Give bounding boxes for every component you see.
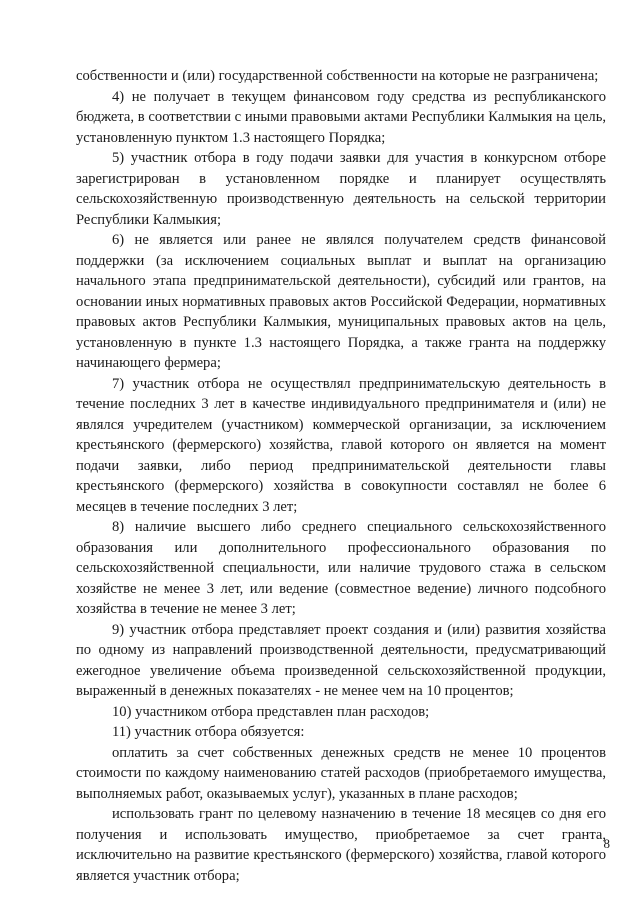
paragraph-item-10: 10) участником отбора представлен план расходов;	[112, 703, 430, 720]
paragraph-item-6: 6) не является или ранее не являлся получателем средств финансовой поддержки (за исключением социальных выплат и выплат на организацию начального этапа предпринимательской деятельности), субсидий или грантов, на основании иных нормативных правовых актов Российской Федерации, нормативных правовых актов Республики Калмыкия, муниципальных правовых актов на цель, установленную в пункте 1.3 настоящего Порядка, а также гранта на поддержку начинающего фермера;	[76, 232, 606, 371]
paragraph-item-8: 8) наличие высшего либо среднего специального сельскохозяйственного образования или дополнительного профессионального образования по сельскохозяйственной специальности, или наличие трудового стажа в сельском хозяйстве не менее 3 лет, или ведение (совместное ведение) личного подсобного хозяйства в течение не менее 3 лет;	[76, 519, 606, 617]
paragraph-subitem-grant-use: использовать грант по целевому назначению в течение 18 месяцев со дня его получения и использовать имущество, приобретаемое за счет гранта, исключительно на развитие крестьянского (фермерского) хозяйства, главой которого является участник отбора;	[76, 806, 606, 884]
paragraph-continuation: собственности и (или) государственной собственности на которые не разграничена;	[76, 68, 599, 84]
paragraph-item-7: 7) участник отбора не осуществлял предпринимательскую деятельность в течение последних 3 лет в качестве индивидуального предпринимателя и (или) не являлся учредителем (участником) коммерческой организации, за исключением крестьянского (фермерского) хозяйства, главой которого он является на момент подачи заявки, либо период предпринимательской деятельности главы крестьянского (фермерского) хозяйства в совокупности составлял не более 6 месяцев в течение последних 3 лет;	[76, 375, 606, 515]
paragraph-subitem-payment: оплатить за счет собственных денежных средств не менее 10 процентов стоимости по каждому наименованию статей расходов (приобретаемого имущества, выполняемых работ, оказываемых услуг), указанных в плане расходов;	[76, 744, 606, 802]
document-body	[76, 66, 606, 886]
page-number: 8	[603, 836, 610, 851]
paragraph-item-5: 5) участник отбора в году подачи заявки для участия в конкурсном отборе зарегистрирован в установленном порядке и планирует осуществлять сельскохозяйственную производственную деятельность на сельской территории Республики Калмыкия;	[76, 150, 606, 228]
paragraph-item-9: 9) участник отбора представляет проект создания и (или) развития хозяйства по одному из направлений производственной деятельности, предусматривающий ежегодное увеличение объема произведенной сельскохозяйственной продукции, выраженный в денежных показателях - не менее чем на 10 процентов;	[76, 621, 606, 699]
paragraph-item-4: 4) не получает в текущем финансовом году средства из республиканского бюджета, в соответствии с иными правовыми актами Республики Калмыкия на цель, установленную пунктом 1.3 настоящего Порядка;	[76, 88, 606, 146]
paragraph-item-11: 11) участник отбора обязуется:	[112, 724, 305, 740]
